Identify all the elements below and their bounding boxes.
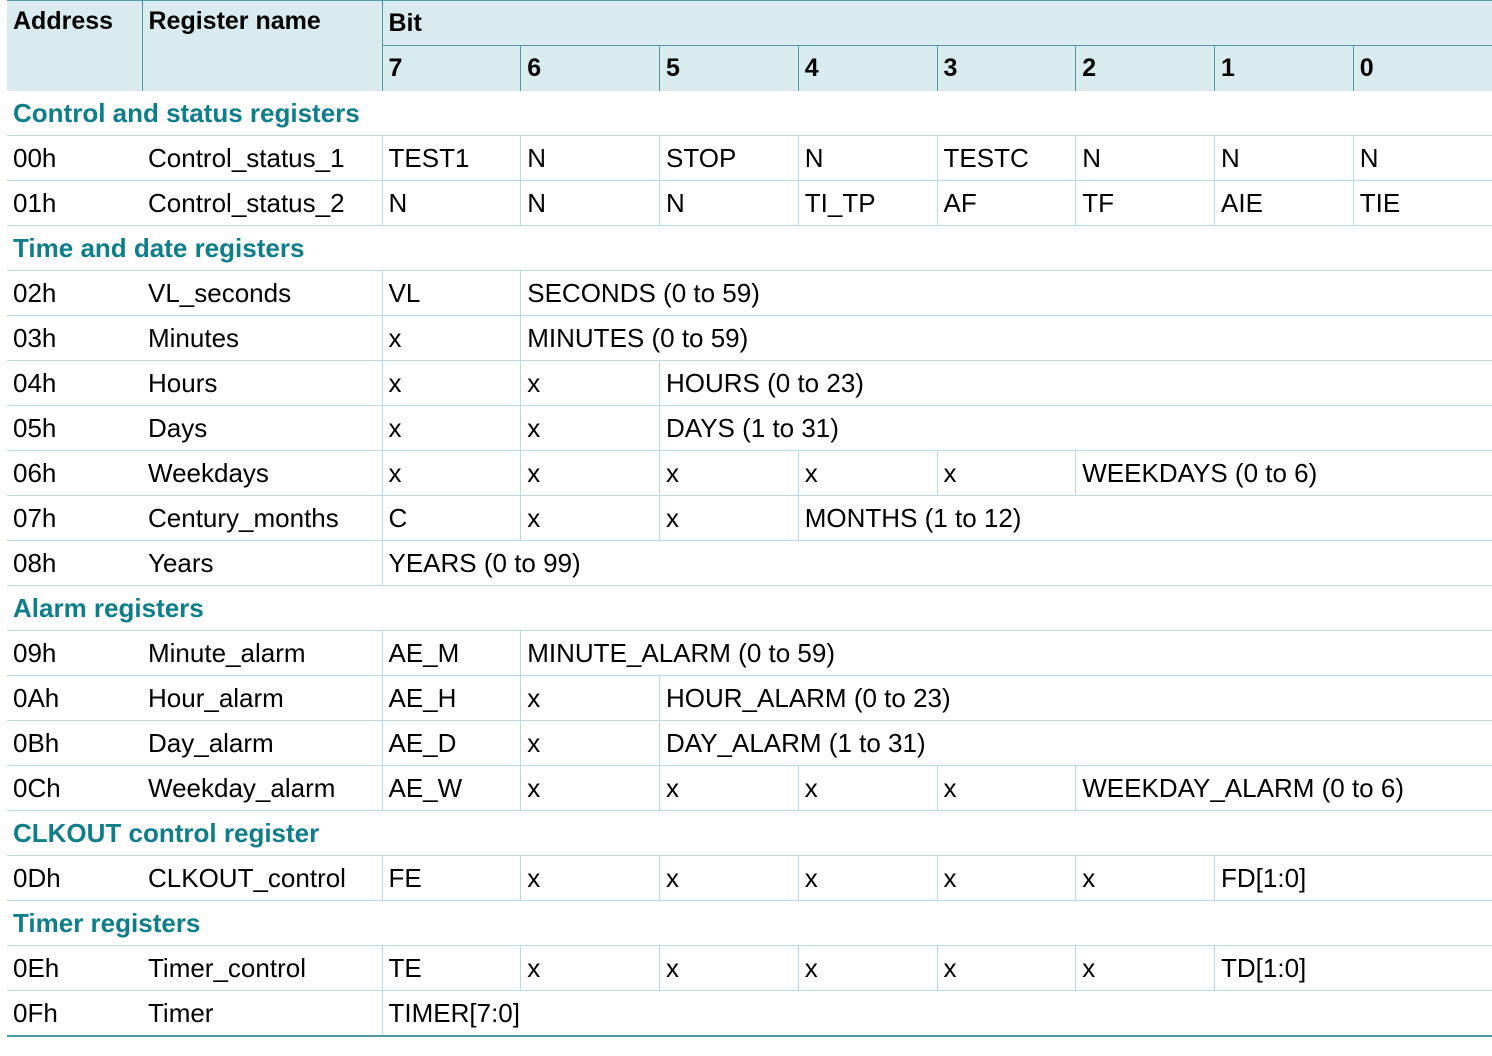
bit-cell: x [798, 946, 937, 991]
register-name: Minutes [142, 316, 382, 361]
register-name: Timer [142, 991, 382, 1037]
table-header [7, 1, 1492, 92]
register-row [7, 136, 1492, 181]
bit-cell: VL [382, 271, 521, 316]
register-overview-table [7, 0, 1492, 1037]
bit-cell: x [660, 766, 799, 811]
register-row [7, 991, 1492, 1037]
register-row [7, 541, 1492, 586]
bit-cell: TI_TP [798, 181, 937, 226]
bit-cell: x [382, 316, 521, 361]
bit-field-cell: SECONDS (0 to 59) [521, 271, 1492, 316]
register-row [7, 451, 1492, 496]
register-address: 00h [7, 136, 142, 181]
register-address: 0Dh [7, 856, 142, 901]
register-address: 01h [7, 181, 142, 226]
bit-cell: N [382, 181, 521, 226]
register-address: 08h [7, 541, 142, 586]
register-address: 0Ch [7, 766, 142, 811]
bit-field-cell: WEEKDAY_ALARM (0 to 6) [1076, 766, 1492, 811]
section-title: Control and status registers [7, 91, 1492, 136]
bit-cell: TESTC [937, 136, 1076, 181]
bit-cell: N [521, 181, 660, 226]
bit-cell: TF [1076, 181, 1215, 226]
bit-cell: N [1076, 136, 1215, 181]
register-row [7, 676, 1492, 721]
bit-3-header: 3 [937, 46, 1076, 92]
bit-cell: x [382, 451, 521, 496]
bit-cell: x [937, 451, 1076, 496]
bit-cell: x [798, 856, 937, 901]
bit-cell: N [660, 181, 799, 226]
bit-cell: TIE [1353, 181, 1492, 226]
register-name-column-header: Register name [142, 1, 382, 92]
bit-cell: x [521, 676, 660, 721]
bit-cell: AF [937, 181, 1076, 226]
bit-cell: x [521, 406, 660, 451]
bit-1-header: 1 [1215, 46, 1354, 92]
register-name: Control_status_2 [142, 181, 382, 226]
bit-cell: N [521, 136, 660, 181]
bit-cell: x [937, 856, 1076, 901]
register-address: 03h [7, 316, 142, 361]
bit-cell: N [798, 136, 937, 181]
register-name: Timer_control [142, 946, 382, 991]
bit-cell: x [521, 766, 660, 811]
register-row [7, 496, 1492, 541]
section-title: Timer registers [7, 901, 1492, 946]
register-name: Years [142, 541, 382, 586]
register-name: Weekday_alarm [142, 766, 382, 811]
register-address: 09h [7, 631, 142, 676]
bit-cell: x [1076, 856, 1215, 901]
register-address: 06h [7, 451, 142, 496]
bit-cell: x [521, 856, 660, 901]
bit-cell: AE_D [382, 721, 521, 766]
bit-cell: TEST1 [382, 136, 521, 181]
section-title: CLKOUT control register [7, 811, 1492, 856]
bit-cell: C [382, 496, 521, 541]
bit-cell: x [937, 766, 1076, 811]
bit-cell: AE_M [382, 631, 521, 676]
register-address: 07h [7, 496, 142, 541]
bit-cell: x [521, 361, 660, 406]
bit-cell: x [660, 946, 799, 991]
register-row [7, 631, 1492, 676]
bit-field-cell: TIMER[7:0] [382, 991, 1492, 1037]
section-header-row [7, 586, 1492, 631]
bit-field-cell: MINUTE_ALARM (0 to 59) [521, 631, 1492, 676]
bit-cell: x [660, 856, 799, 901]
bit-field-cell: MONTHS (1 to 12) [798, 496, 1492, 541]
bit-7-header: 7 [382, 46, 521, 92]
bit-field-cell: TD[1:0] [1215, 946, 1492, 991]
bit-field-cell: FD[1:0] [1215, 856, 1492, 901]
register-row [7, 361, 1492, 406]
register-name: Century_months [142, 496, 382, 541]
bit-0-header: 0 [1353, 46, 1492, 92]
bit-cell: x [798, 766, 937, 811]
bit-cell: AE_W [382, 766, 521, 811]
bit-field-cell: HOUR_ALARM (0 to 23) [660, 676, 1492, 721]
section-header-row [7, 901, 1492, 946]
register-row [7, 181, 1492, 226]
section-header-row [7, 91, 1492, 136]
register-address: 02h [7, 271, 142, 316]
register-row [7, 271, 1492, 316]
register-row [7, 721, 1492, 766]
bit-field-cell: HOURS (0 to 23) [660, 361, 1492, 406]
bit-group-header: Bit [382, 1, 1492, 46]
bit-cell: N [1353, 136, 1492, 181]
bit-4-header: 4 [798, 46, 937, 92]
register-address: 0Bh [7, 721, 142, 766]
register-row [7, 316, 1492, 361]
bit-cell: STOP [660, 136, 799, 181]
bit-cell: FE [382, 856, 521, 901]
register-address: 0Eh [7, 946, 142, 991]
register-name: CLKOUT_control [142, 856, 382, 901]
register-name: Hours [142, 361, 382, 406]
section-header-row [7, 811, 1492, 856]
register-address: 05h [7, 406, 142, 451]
register-name: Control_status_1 [142, 136, 382, 181]
bit-cell: x [521, 451, 660, 496]
address-column-header: Address [7, 1, 142, 92]
register-row [7, 766, 1492, 811]
bit-cell: x [521, 721, 660, 766]
register-name: Hour_alarm [142, 676, 382, 721]
register-row [7, 856, 1492, 901]
bit-cell: x [660, 451, 799, 496]
bit-field-cell: MINUTES (0 to 59) [521, 316, 1492, 361]
bit-field-cell: YEARS (0 to 99) [382, 541, 1492, 586]
bit-cell: AE_H [382, 676, 521, 721]
section-header-row [7, 226, 1492, 271]
bit-6-header: 6 [521, 46, 660, 92]
bit-cell: x [798, 451, 937, 496]
section-title: Alarm registers [7, 586, 1492, 631]
header-row-1 [7, 1, 1492, 46]
bit-cell: TE [382, 946, 521, 991]
register-address: 0Ah [7, 676, 142, 721]
bit-cell: x [521, 496, 660, 541]
register-row [7, 946, 1492, 991]
register-name: Day_alarm [142, 721, 382, 766]
register-name: Weekdays [142, 451, 382, 496]
bit-field-cell: WEEKDAYS (0 to 6) [1076, 451, 1492, 496]
bit-cell: x [660, 496, 799, 541]
register-name: Minute_alarm [142, 631, 382, 676]
section-title: Time and date registers [7, 226, 1492, 271]
bit-cell: N [1215, 136, 1354, 181]
bit-5-header: 5 [660, 46, 799, 92]
bit-cell: x [382, 406, 521, 451]
register-row [7, 406, 1492, 451]
register-address: 04h [7, 361, 142, 406]
bit-cell: x [937, 946, 1076, 991]
bit-cell: x [521, 946, 660, 991]
register-address: 0Fh [7, 991, 142, 1037]
bit-field-cell: DAYS (1 to 31) [660, 406, 1492, 451]
register-name: Days [142, 406, 382, 451]
table-body [7, 91, 1492, 1036]
register-name: VL_seconds [142, 271, 382, 316]
bit-2-header: 2 [1076, 46, 1215, 92]
bit-field-cell: DAY_ALARM (1 to 31) [660, 721, 1492, 766]
bit-cell: x [382, 361, 521, 406]
bit-cell: AIE [1215, 181, 1354, 226]
bit-cell: x [1076, 946, 1215, 991]
